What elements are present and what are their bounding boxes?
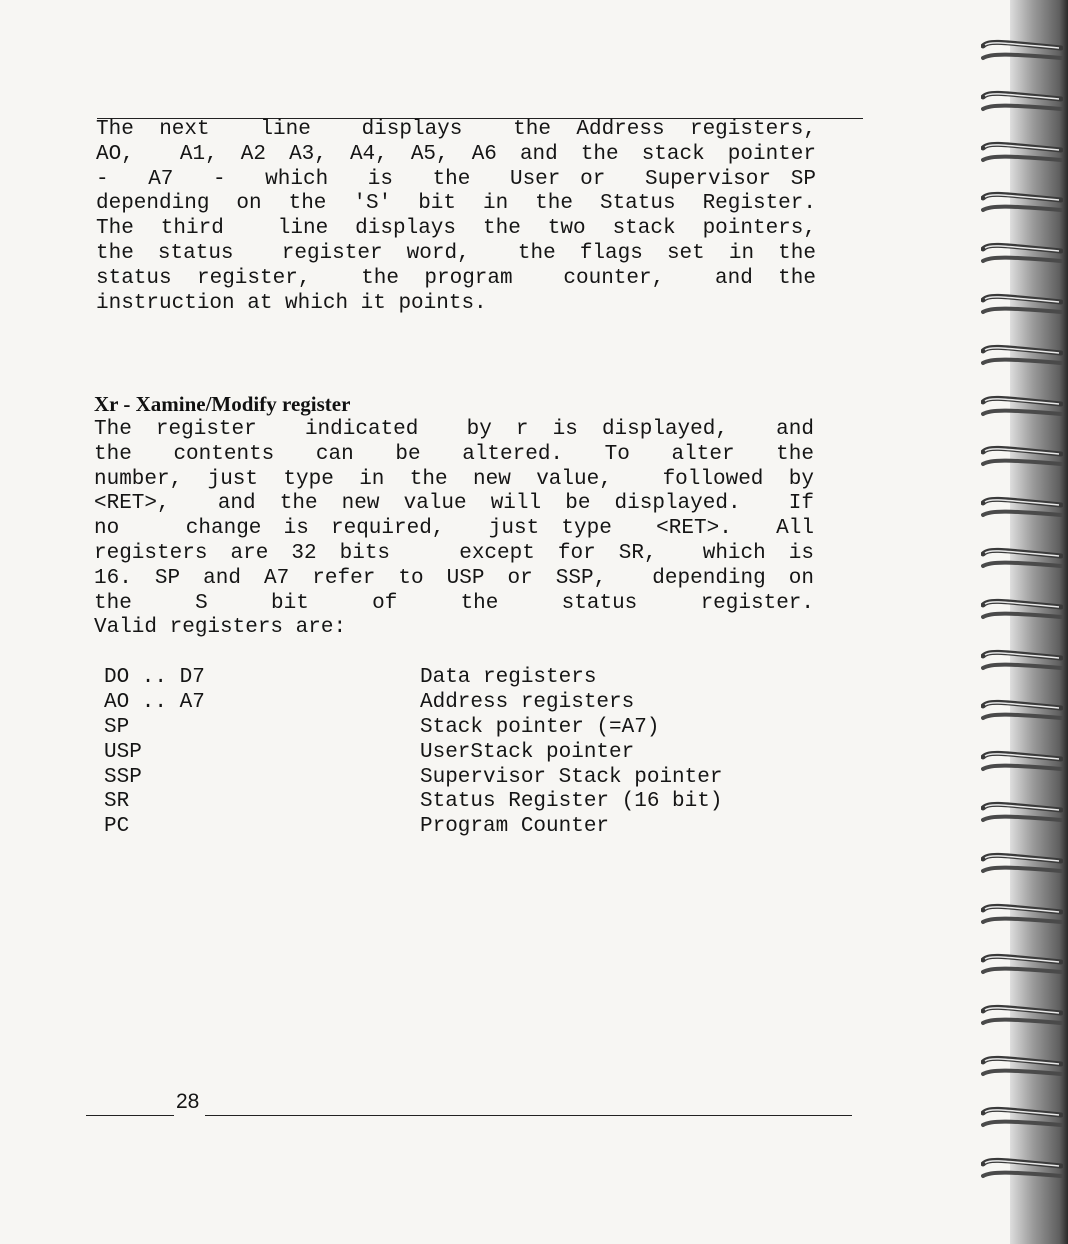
text-line: The third line displays the two stack pointers, — [96, 217, 816, 241]
register-description: Stack pointer (=A7) — [420, 715, 660, 739]
register-description: UserStack pointer — [420, 740, 635, 764]
binding-coil — [981, 952, 1063, 982]
binding-coil — [981, 394, 1063, 424]
binding-coil — [981, 1156, 1063, 1186]
binding-coil — [981, 444, 1063, 474]
register-description: Address registers — [420, 690, 635, 714]
binding-coil — [981, 749, 1063, 779]
text-line: the contents can be altered. To alter the — [94, 442, 814, 466]
table-row — [104, 691, 824, 716]
text-line: instruction at which it points. — [96, 291, 487, 315]
register-name: AO .. A7 — [104, 690, 205, 714]
text-line: - A7 - which is the User or Supervisor SP — [96, 167, 816, 191]
binding-coil — [981, 648, 1063, 678]
valid-registers-table — [104, 666, 824, 840]
register-name: SP — [104, 715, 130, 739]
register-name: SR — [104, 790, 130, 814]
table-row — [104, 716, 824, 741]
register-name: USP — [104, 740, 142, 764]
register-name: SSP — [104, 765, 142, 789]
binding-coil — [981, 140, 1063, 170]
footer-rule-left — [86, 1115, 174, 1116]
table-row — [104, 790, 824, 815]
text-line: <RET>, and the new value will be displayed. If — [94, 492, 814, 516]
binding-coil — [981, 190, 1063, 220]
text-line: AO, A1, A2 A3, A4, A5, A6 and the stack pointer — [96, 142, 816, 166]
binding-coil — [981, 292, 1063, 322]
register-description: Data registers — [420, 666, 597, 689]
register-description: Status Register (16 bit) — [420, 790, 723, 814]
register-description: Program Counter — [420, 815, 610, 839]
binding-coil — [981, 597, 1063, 627]
binding-coil — [981, 1003, 1063, 1033]
binding-coil — [981, 1105, 1063, 1135]
table-row — [104, 815, 824, 840]
page-number: 28 — [176, 1090, 200, 1113]
binding-coil — [981, 495, 1063, 525]
table-row — [104, 666, 824, 691]
register-name: DO .. D7 — [104, 666, 205, 689]
register-description: Supervisor Stack pointer — [420, 765, 723, 789]
text-line: Valid registers are: — [94, 616, 347, 640]
binding-coil — [981, 851, 1063, 881]
binding-coil — [981, 698, 1063, 728]
section-heading: Xr - Xamine/Modify register — [94, 392, 351, 416]
xamine-description-paragraph — [94, 418, 814, 641]
text-line: The next line displays the Address registers, — [96, 118, 816, 141]
binding-coil — [981, 343, 1063, 373]
text-line: 16. SP and A7 refer to USP or SSP, depending on — [94, 566, 814, 590]
text-line: the S bit of the status register. — [94, 591, 814, 615]
address-registers-paragraph — [96, 118, 816, 316]
text-line: no change is required, just type <RET>. All — [94, 517, 814, 541]
footer-rule-right — [205, 1115, 852, 1116]
text-line: the status register word, the flags set in the — [96, 241, 816, 265]
text-line: registers are 32 bits except for SR, which is — [94, 541, 814, 565]
table-row — [104, 741, 824, 766]
page-footer — [86, 1090, 852, 1120]
spiral-binding — [973, 0, 1068, 1244]
binding-coil — [981, 800, 1063, 830]
text-line: number, just type in the new value, followed by — [94, 467, 814, 491]
binding-coil — [981, 38, 1063, 68]
text-line: The register indicated by r is displayed, and — [94, 418, 814, 441]
register-name: PC — [104, 815, 130, 839]
table-row — [104, 766, 824, 791]
binding-coil — [981, 546, 1063, 576]
binding-coil — [981, 89, 1063, 119]
text-line: status register, the program counter, and the — [96, 266, 816, 290]
text-line: depending on the 'S' bit in the Status Register. — [96, 192, 816, 216]
binding-coil — [981, 1054, 1063, 1084]
binding-coil — [981, 902, 1063, 932]
binding-coil — [981, 241, 1063, 271]
